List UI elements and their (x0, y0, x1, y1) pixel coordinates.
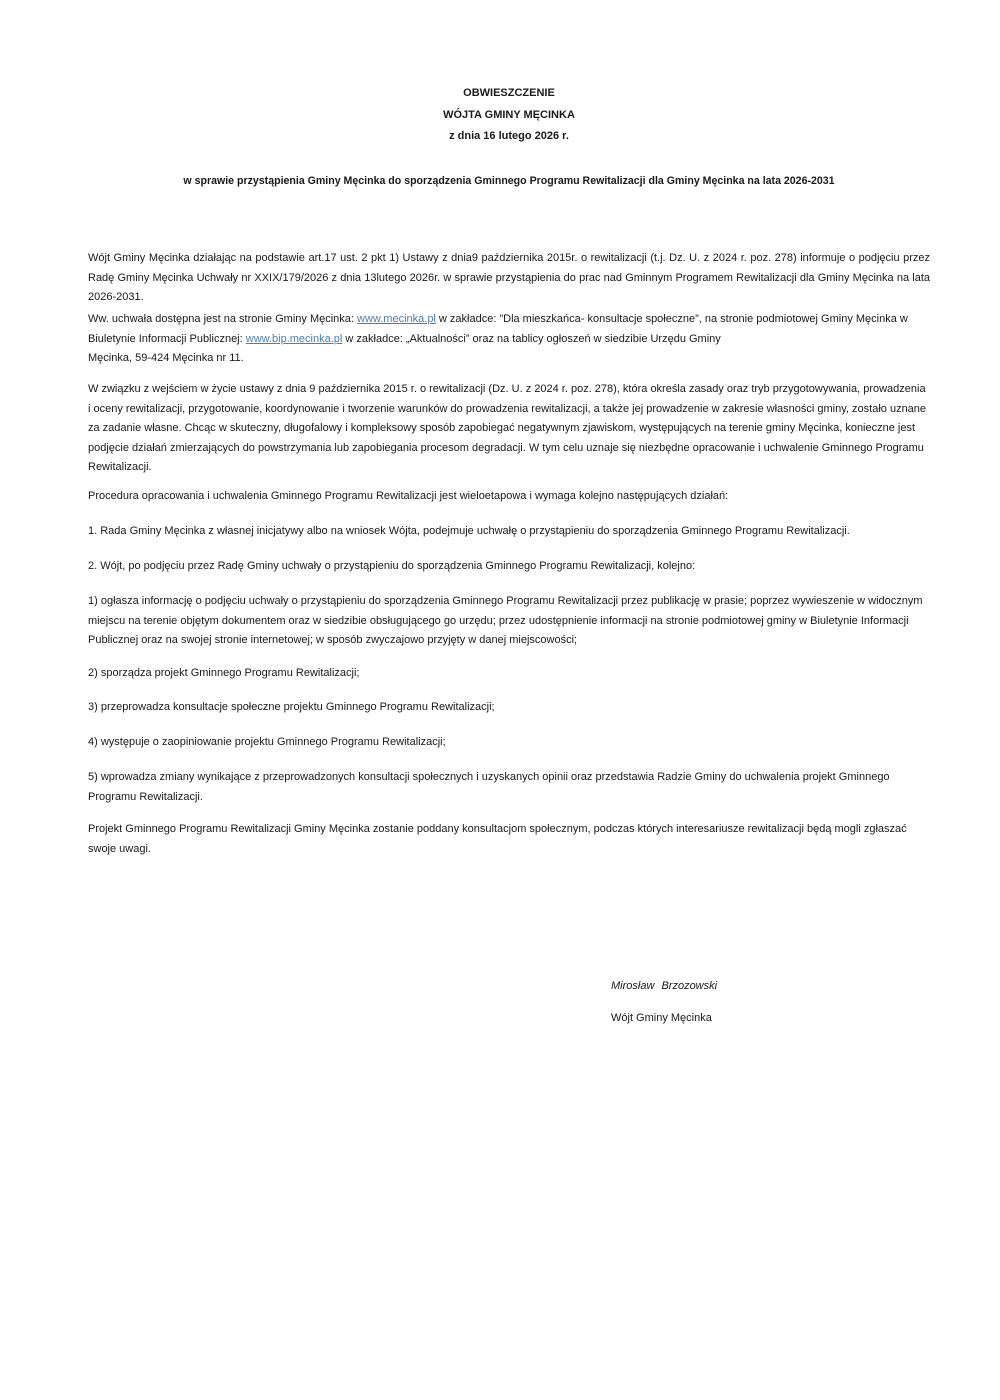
link-bip-mecinka[interactable]: www.bip.mecinka.pl (245, 332, 343, 345)
signature-title: Wójt Gminy Męcinka (611, 1012, 712, 1024)
paragraph-intro: Wójt Gminy Męcinka działając na podstawie art.17 ust. 2 pkt 1) Ustawy z dnia9 października 2015r. o rewitalizacji (t.j. Dz. U. z 2024 r. poz. 278) informuje o podjęciu przez Radę Gminy Męcinka Uchwały nr XXIX/179/2026 z dnia 13lutego 2026r. w sprawie przystąpienia do prac nad Gminnym Programem Rewitalizacji dla Gminy Męcinka na lata 2026-2031. (88, 252, 930, 303)
notice-date: z dnia 16 lutego 2026 r. (449, 130, 569, 142)
notice-subject: w sprawie przystąpienia Gminy Męcinka do sporządzenia Gminnego Programu Rewitalizacji dla Gminy Męcinka na lata 2026-2031 (183, 175, 835, 187)
availability-text-3: w zakładce: „Aktualności” oraz na tablicy ogłoszeń w siedzibie Urzędu Gminy (342, 332, 721, 345)
signature-name: Mirosław Brzozowski (611, 980, 718, 992)
notice-issuer: WÓJTA GMINY MĘCINKA (443, 109, 575, 121)
availability-text-4: Męcinka, 59-424 Męcinka nr 11. (88, 352, 244, 364)
paragraph-closing: Projekt Gminnego Programu Rewitalizacji Gminy Męcinka zostanie poddany konsultacjom społecznym, podczas których interesariusze rewitalizacji będą mogli zgłaszać swoje uwagi. (88, 823, 907, 855)
substep-4: 4) występuje o zaopiniowanie projektu Gminnego Programu Rewitalizacji; (88, 736, 446, 748)
availability-text-2: w zakładce: ”Dla mieszkańca- konsultacje społeczne”, na stronie podmiotowej Gminy Męcinka w Biuletynie Informacji Publicznej: (88, 313, 908, 345)
availability-text-1: Ww. uchwała dostępna jest na stronie Gminy Męcinka: (88, 313, 358, 325)
paragraph-context: W związku z wejściem w życie ustawy z dnia 9 października 2015 r. o rewitalizacji (Dz. U. z 2024 r. poz. 278), która określa zasady oraz tryb przygotowywania, prowadzenia i oceny rewitalizacji, przygotowanie, koordynowanie i tworzenie warunków do prowadzenia rewitalizacji, a także jej prowadzenie w zakresie własności gminy, zostało uznane za zadanie własne. Chcąc w skuteczny, długofalowy i kompleksowy sposób zapobiegać negatywnym zjawiskom, występujących na terenie gminy Męcinka, konieczne jest podjęcie działań zmierzających do powstrzymania lub zapobiegania procesom degradacji. W tym celu uznaje się niezbędne opracowanie i uchwalenie Gminnego Programu Rewitalizacji. (88, 383, 927, 473)
notice-title: OBWIESZCZENIE (463, 87, 555, 99)
paragraph-procedure: Procedura opracowania i uchwalenia Gminnego Programu Rewitalizacji jest wieloetapowa i wymaga kolejno następujących działań: (88, 490, 729, 502)
link-mecinka[interactable]: www.mecinka.pl (357, 313, 436, 325)
paragraph-availability (88, 310, 930, 369)
step-2: 2. Wójt, po podjęciu przez Radę Gminy uchwały o przystąpieniu do sporządzenia Gminnego Programu Rewitalizacji, kolejno: (88, 560, 696, 572)
step-1: 1. Rada Gminy Męcinka z własnej inicjatywy albo na wniosek Wójta, podejmuje uchwałę o przystąpieniu do sporządzenia Gminnego Programu Rewitalizacji. (88, 525, 850, 537)
substep-1: 1) ogłasza informację o podjęciu uchwały o przystąpieniu do sporządzenia Gminnego Programu Rewitalizacji przez publikację w prasie; poprzez wywieszenie w widocznym miejscu na terenie objętym dokumentem oraz w siedzibie obsługującego go urzędu; przez udostępnienie informacji na stronie podmiotowej gminy w Biuletynie Informacji Publicznej oraz na swojej stronie internetowej; w sposób zwyczajowo przyjęty w danej miejscowości; (88, 595, 923, 646)
substep-3: 3) przeprowadza konsultacje społeczne projektu Gminnego Programu Rewitalizacji; (88, 701, 495, 713)
substep-5: 5) wprowadza zmiany wynikające z przeprowadzonych konsultacji społecznych i uzyskanych opinii oraz przedstawia Radzie Gminy do uchwalenia projekt Gminnego Programu Rewitalizacji. (88, 771, 890, 803)
substep-2: 2) sporządza projekt Gminnego Programu Rewitalizacji; (88, 667, 360, 679)
